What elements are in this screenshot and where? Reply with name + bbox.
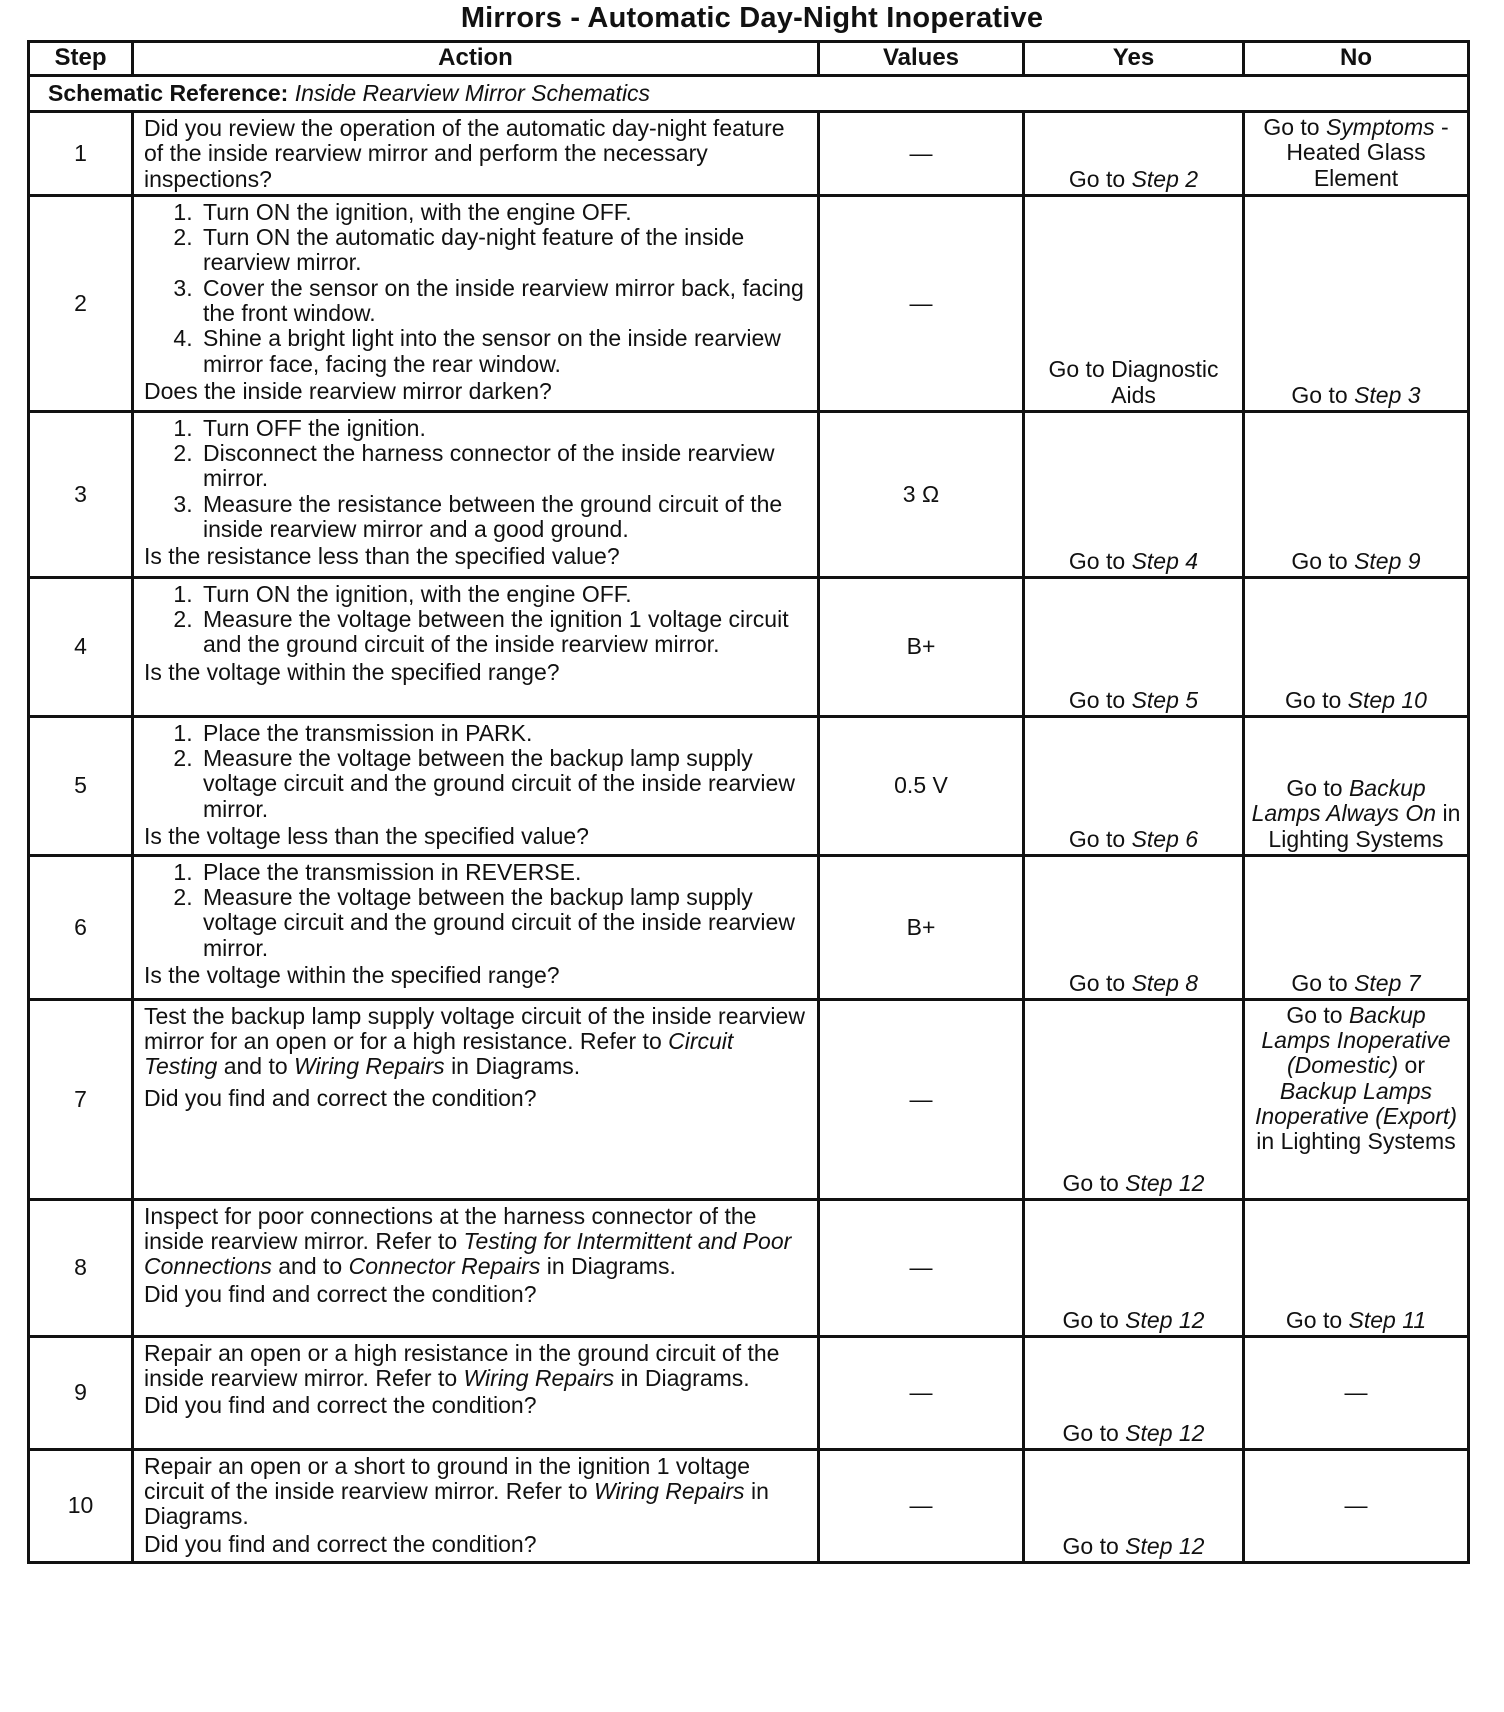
no-link[interactable]: Backup Lamps Inoperative (Export) — [1255, 1077, 1457, 1130]
action-steps — [144, 416, 807, 542]
action-question: Is the resistance less than the specified value? — [144, 543, 620, 570]
reference-link[interactable]: Wiring Repairs — [463, 1365, 615, 1392]
no-cell: — — [1244, 1449, 1469, 1562]
value-cell: — — [819, 1199, 1024, 1336]
value-cell: — — [819, 999, 1024, 1199]
schematic-reference-label: Schematic Reference: — [48, 79, 289, 106]
step-number: 6 — [29, 855, 133, 999]
yes-link[interactable]: Step 4 — [1131, 547, 1199, 574]
schematic-reference-link[interactable]: Inside Rearview Mirror Schematics — [294, 79, 651, 106]
action-text — [144, 1454, 807, 1530]
yes-cell — [1024, 411, 1244, 577]
action-text-part: and to — [278, 1253, 343, 1280]
action-step-item: 1. Place the transmission in REVERSE. — [199, 860, 807, 885]
action-step-item: 1. Turn OFF the ignition. — [199, 416, 807, 441]
action-cell — [133, 999, 819, 1199]
reference-link[interactable]: Connector Repairs — [348, 1253, 541, 1280]
action-steps — [144, 200, 807, 377]
no-prefix: Go to — [1291, 547, 1348, 574]
header-no: No — [1244, 42, 1469, 76]
action-cell — [133, 112, 819, 196]
action-step-item: 2. Measure the voltage between the backup lamp supply voltage circuit and the ground circuit of the inside rearview mirror. — [199, 746, 807, 822]
yes-link[interactable]: Step 6 — [1131, 825, 1199, 852]
action-step-item: 3. Measure the resistance between the ground circuit of the inside rearview mirror and a good ground. — [199, 492, 807, 543]
action-cell — [133, 1199, 819, 1336]
table-row — [29, 855, 1469, 999]
action-question: Did you find and correct the condition? — [144, 1530, 537, 1557]
no-suffix: in Lighting Systems — [1268, 800, 1461, 852]
yes-prefix: Go to — [1062, 1419, 1119, 1446]
action-steps — [144, 721, 807, 822]
yes-cell — [1024, 1449, 1244, 1562]
header-step: Step — [29, 42, 133, 76]
yes-cell — [1024, 112, 1244, 196]
header-yes: Yes — [1024, 42, 1244, 76]
action-text-part: Repair an open or a short to ground in the ignition 1 voltage circuit of the inside rearview mirror. Refer to — [144, 1452, 751, 1505]
action-text-part: Test the backup lamp supply voltage circuit of the inside rearview mirror for an open or for a high resistance. Refer to — [144, 1002, 805, 1055]
value-cell: B+ — [819, 855, 1024, 999]
table-row — [29, 716, 1469, 855]
schematic-reference — [29, 76, 1469, 112]
step-number: 1 — [29, 112, 133, 196]
no-mid: or — [1404, 1052, 1425, 1079]
action-text-part: and to — [223, 1053, 288, 1080]
step-number: 3 — [29, 411, 133, 577]
action-question: Does the inside rearview mirror darken? — [144, 377, 552, 404]
yes-cell — [1024, 855, 1244, 999]
table-row — [29, 1449, 1469, 1562]
action-step-item: 1. Turn ON the ignition, with the engine OFF. — [199, 582, 807, 607]
header-values: Values — [819, 42, 1024, 76]
reference-link[interactable]: Wiring Repairs — [294, 1053, 445, 1080]
no-link[interactable]: Backup Lamps Inoperative (Domestic) — [1261, 1001, 1451, 1079]
action-question: Did you find and correct the condition? — [144, 1084, 537, 1111]
action-text-part: in Diagrams. — [620, 1365, 750, 1392]
yes-prefix: Go to — [1068, 165, 1126, 192]
no-cell — [1244, 195, 1469, 411]
yes-link[interactable]: Step 12 — [1125, 1169, 1205, 1196]
action-step-item: 4. Shine a bright light into the sensor on the inside rearview mirror face, facing the rear window. — [199, 326, 807, 377]
action-step-item: 2. Measure the voltage between the backup lamp supply voltage circuit and the ground circuit of the inside rearview mirror. — [199, 885, 807, 961]
yes-link[interactable]: Go to Diagnostic Aids — [1048, 356, 1219, 408]
action-question: Did you review the operation of the automatic day-night feature of the inside rearview mirror and perform the necessary inspections? — [144, 115, 785, 192]
reference-link[interactable]: Testing for Intermittent and Poor Connections — [144, 1228, 792, 1280]
no-cell — [1244, 411, 1469, 577]
header-action: Action — [133, 42, 819, 76]
action-question: Is the voltage within the specified range? — [144, 962, 560, 989]
action-step-item: 2. Disconnect the harness connector of the inside rearview mirror. — [199, 441, 807, 492]
yes-link[interactable]: Step 5 — [1131, 686, 1199, 713]
value-cell: — — [819, 1336, 1024, 1449]
action-steps — [144, 860, 807, 961]
step-number: 9 — [29, 1336, 133, 1449]
action-step-item: 2. Measure the voltage between the ignition 1 voltage circuit and the ground circuit of the inside rearview mirror. — [199, 607, 807, 658]
no-link[interactable]: Step 3 — [1354, 381, 1421, 408]
action-text-part: in Diagrams. — [451, 1053, 581, 1080]
no-prefix: Go to — [1291, 381, 1348, 408]
no-cell: — — [1244, 1336, 1469, 1449]
yes-cell — [1024, 195, 1244, 411]
yes-link[interactable]: Step 2 — [1131, 165, 1199, 192]
step-number: 5 — [29, 716, 133, 855]
yes-cell — [1024, 1199, 1244, 1336]
yes-cell — [1024, 716, 1244, 855]
yes-prefix: Go to — [1062, 1306, 1119, 1333]
yes-prefix: Go to — [1062, 1532, 1119, 1559]
step-number: 10 — [29, 1449, 133, 1562]
action-question: Did you find and correct the condition? — [144, 1280, 537, 1307]
action-cell — [133, 1449, 819, 1562]
no-prefix: Go to — [1285, 686, 1342, 713]
diagnostic-table — [27, 40, 1470, 1564]
reference-link[interactable]: Circuit Testing — [144, 1028, 734, 1080]
no-prefix: Go to — [1286, 1001, 1343, 1028]
step-number: 2 — [29, 195, 133, 411]
reference-link[interactable]: Wiring Repairs — [593, 1478, 745, 1505]
no-prefix: Go to — [1286, 775, 1343, 801]
no-cell — [1244, 999, 1469, 1199]
action-cell — [133, 577, 819, 716]
yes-cell — [1024, 1336, 1244, 1449]
yes-cell — [1024, 577, 1244, 716]
yes-prefix: Go to — [1068, 969, 1126, 996]
yes-cell — [1024, 999, 1244, 1199]
action-text — [144, 1341, 807, 1392]
yes-prefix: Go to — [1068, 686, 1126, 713]
no-prefix: Go to — [1291, 969, 1348, 996]
table-row — [29, 577, 1469, 716]
action-question: Is the voltage within the specified range? — [144, 658, 560, 685]
no-prefix: Go to — [1285, 1306, 1343, 1333]
action-text-part: Repair an open or a high resistance in the ground circuit of the inside rearview mirror. Refer to — [144, 1339, 780, 1392]
no-suffix: in Lighting Systems — [1256, 1128, 1456, 1155]
yes-prefix: Go to — [1068, 547, 1126, 574]
no-link[interactable]: Symptoms — [1325, 114, 1435, 140]
action-step-item: 1. Turn ON the ignition, with the engine OFF. — [199, 200, 807, 225]
yes-link[interactable]: Step 12 — [1125, 1532, 1205, 1559]
table-row — [29, 411, 1469, 577]
action-text-part: in Diagrams. — [546, 1253, 676, 1280]
no-cell — [1244, 1199, 1469, 1336]
no-link[interactable]: Step 9 — [1354, 547, 1421, 574]
action-step-item: 3. Cover the sensor on the inside rearview mirror back, facing the front window. — [199, 276, 807, 327]
page-title: Mirrors - Automatic Day-Night Inoperative — [460, 2, 1044, 34]
action-cell — [133, 855, 819, 999]
step-number: 7 — [29, 999, 133, 1199]
no-prefix: Go to — [1263, 114, 1320, 140]
no-cell — [1244, 716, 1469, 855]
action-question: Did you find and correct the condition? — [144, 1392, 537, 1419]
table-row — [29, 1336, 1469, 1449]
action-cell — [133, 195, 819, 411]
no-cell — [1244, 577, 1469, 716]
yes-link[interactable]: Step 8 — [1131, 969, 1199, 996]
no-link[interactable]: Step 11 — [1348, 1306, 1427, 1333]
action-step-item: 1. Place the transmission in PARK. — [199, 721, 807, 746]
action-question: Is the voltage less than the specified value? — [144, 823, 589, 850]
action-text — [144, 1004, 807, 1080]
no-link[interactable]: Backup Lamps Always On — [1251, 775, 1437, 827]
value-cell: — — [819, 195, 1024, 411]
value-cell: — — [819, 112, 1024, 196]
step-number: 4 — [29, 577, 133, 716]
no-cell — [1244, 112, 1469, 196]
header-row — [29, 42, 1469, 76]
action-text — [144, 1204, 807, 1280]
action-cell — [133, 1336, 819, 1449]
no-link[interactable]: Step 10 — [1347, 686, 1427, 713]
no-cell — [1244, 855, 1469, 999]
step-number: 8 — [29, 1199, 133, 1336]
no-link[interactable]: Step 7 — [1354, 969, 1421, 996]
table-row — [29, 112, 1469, 196]
yes-link[interactable]: Step 12 — [1125, 1419, 1205, 1446]
action-text-part: in Diagrams. — [144, 1478, 769, 1530]
value-cell: 3 Ω — [819, 411, 1024, 577]
action-step-item: 2. Turn ON the automatic day-night feature of the inside rearview mirror. — [199, 225, 807, 276]
action-text-part: Inspect for poor connections at the harness connector of the inside rearview mirror. Refer to — [144, 1202, 757, 1255]
action-cell — [133, 716, 819, 855]
table-row — [29, 999, 1469, 1199]
yes-link[interactable]: Step 12 — [1125, 1306, 1205, 1333]
yes-prefix: Go to — [1068, 825, 1126, 852]
no-suffix: - Heated Glass Element — [1286, 114, 1449, 191]
action-steps — [144, 582, 807, 658]
value-cell: B+ — [819, 577, 1024, 716]
schematic-reference-row — [29, 76, 1469, 112]
value-cell: 0.5 V — [819, 716, 1024, 855]
table-row — [29, 195, 1469, 411]
table-row — [29, 1199, 1469, 1336]
yes-prefix: Go to — [1062, 1169, 1119, 1196]
action-cell — [133, 411, 819, 577]
value-cell: — — [819, 1449, 1024, 1562]
